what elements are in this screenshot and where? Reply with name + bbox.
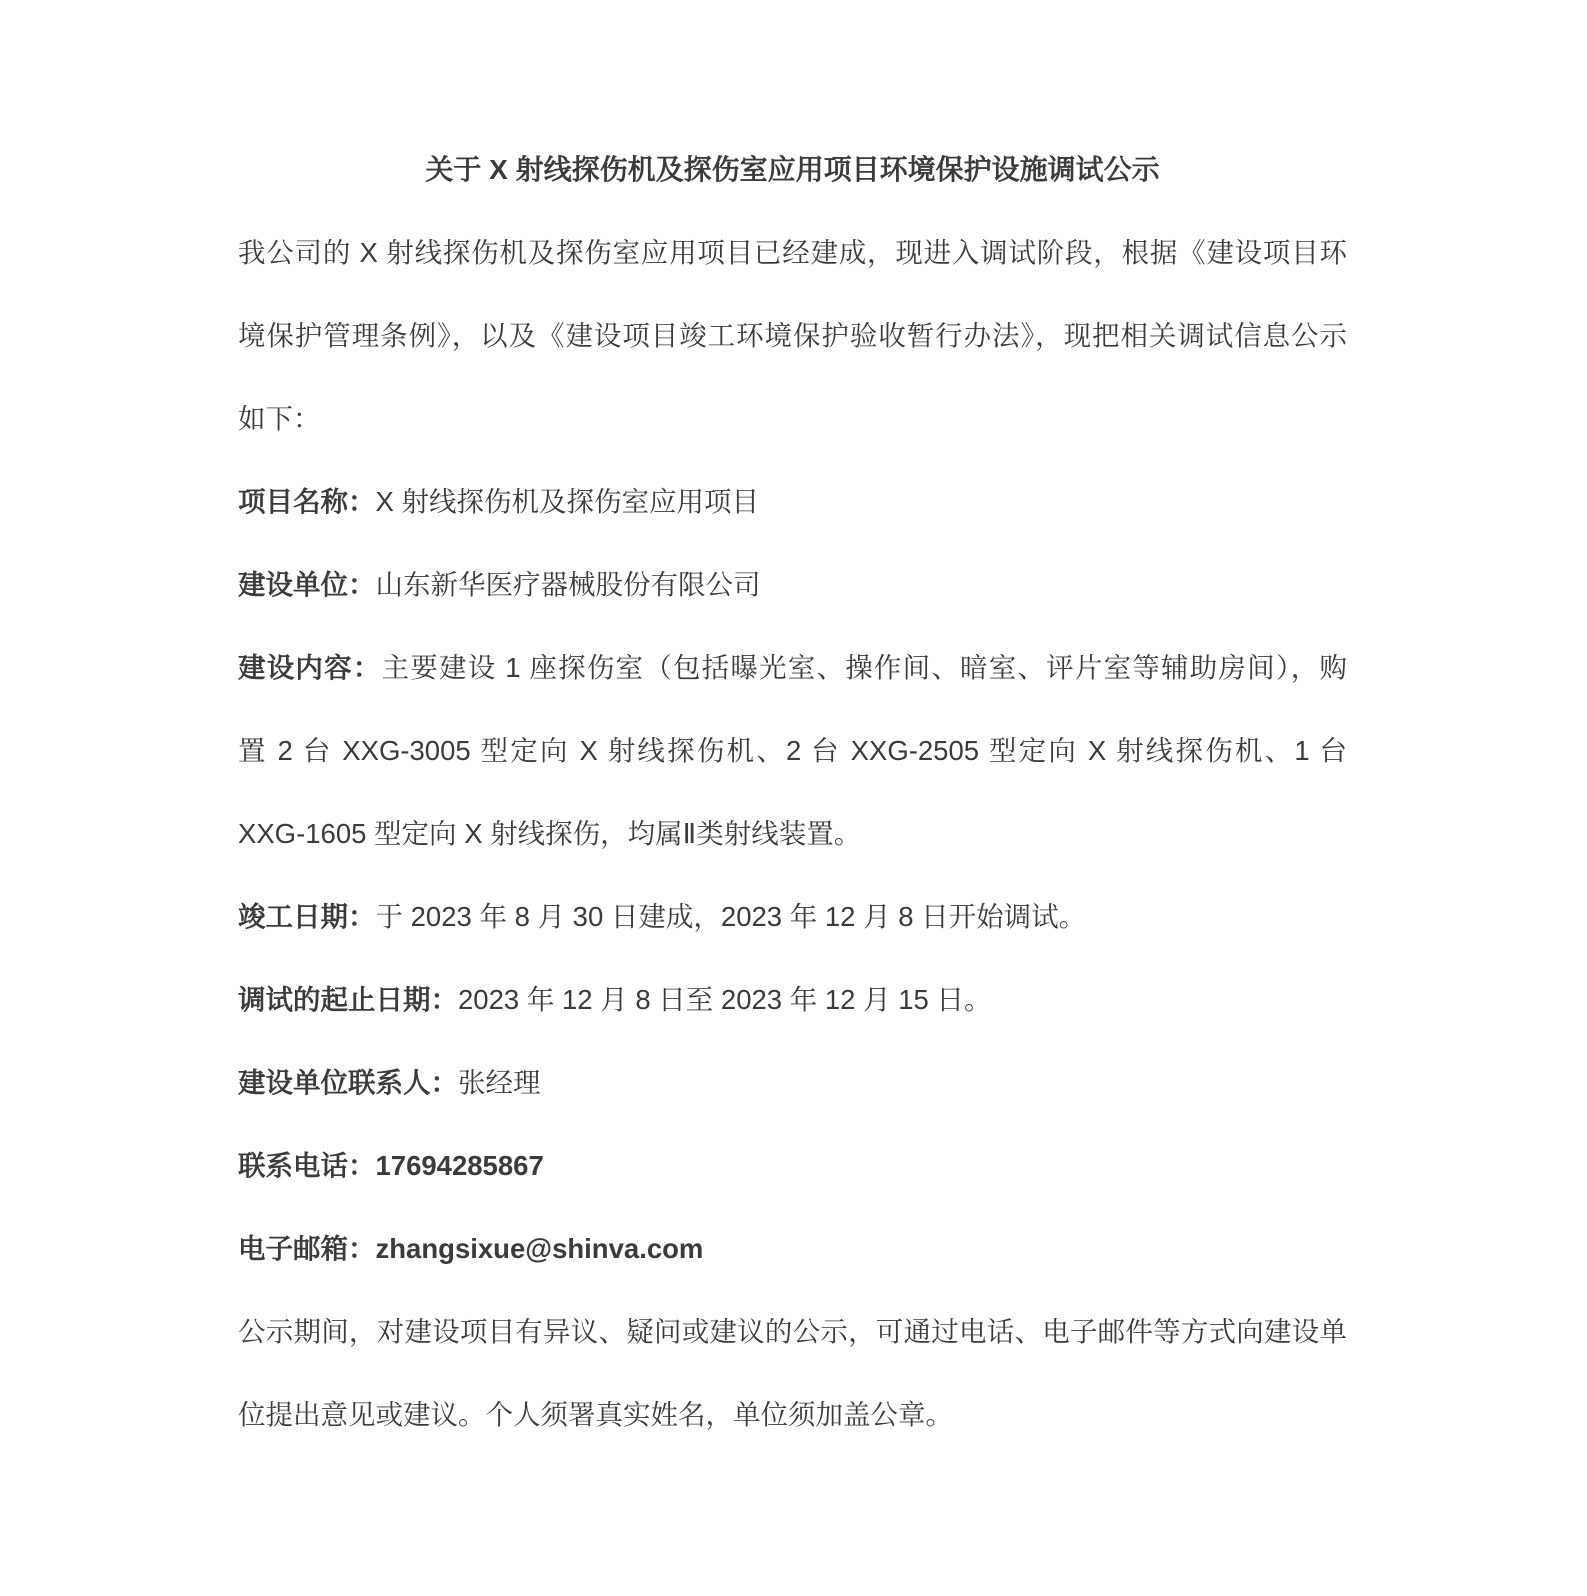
field-label: 电子邮箱：: [238, 1233, 376, 1264]
field-label: 调试的起止日期：: [238, 984, 458, 1015]
document-line: [238, 460, 1347, 543]
field-label: 建设单位：: [238, 569, 376, 600]
field-value: 主要建设 1 座探伤室（包括曝光室、操作间、暗室、评片室等辅助房间），购: [381, 652, 1348, 683]
field-value: 山东新华医疗器械股份有限公司: [375, 569, 761, 600]
document-line: [238, 709, 1347, 792]
document-line: [238, 958, 1347, 1041]
document-line: [238, 792, 1347, 875]
document-line: [238, 294, 1347, 377]
field-value: 张经理: [458, 1067, 541, 1098]
paragraph-text: 如下：: [238, 403, 321, 434]
field-value: zhangsixue@shinva.com: [375, 1233, 704, 1264]
document-line: [238, 211, 1347, 294]
document-line: [238, 1041, 1347, 1124]
field-label: 竣工日期：: [238, 901, 376, 932]
document-line: [238, 1290, 1347, 1373]
document-title: 关于 X 射线探伤机及探伤室应用项目环境保护设施调试公示: [425, 154, 1160, 185]
paragraph-text: 公示期间，对建设项目有异议、疑问或建议的公示，可通过电话、电子邮件等方式向建设单: [238, 1316, 1347, 1347]
field-value: X 射线探伤机及探伤室应用项目: [375, 486, 759, 517]
document-line: [238, 1124, 1347, 1207]
field-label: 项目名称：: [238, 486, 376, 517]
document-line: [238, 543, 1347, 626]
document-line: [238, 377, 1347, 460]
paragraph-text: XXG-1605 型定向 X 射线探伤，均属Ⅱ类射线装置。: [238, 818, 862, 849]
paragraph-text: 境保护管理条例》，以及《建设项目竣工环境保护验收暂行办法》，现把相关调试信息公示: [238, 320, 1347, 351]
document-line: [238, 626, 1347, 709]
paragraph-text: 位提出意见或建议。个人须署真实姓名，单位须加盖公章。: [238, 1399, 953, 1430]
field-value: 于 2023 年 8 月 30 日建成，2023 年 12 月 8 日开始调试。: [375, 901, 1087, 932]
field-label: 建设单位联系人：: [238, 1067, 458, 1098]
document-body: [238, 211, 1347, 1456]
document-line: [238, 875, 1347, 958]
field-label: 建设内容：: [238, 652, 382, 683]
field-value: 17694285867: [375, 1150, 544, 1181]
paragraph-text: 置 2 台 XXG-3005 型定向 X 射线探伤机、2 台 XXG-2505 型定向 X 射线探伤机、1 台: [238, 735, 1347, 766]
paragraph-text: 我公司的 X 射线探伤机及探伤室应用项目已经建成，现进入调试阶段，根据《建设项目环: [238, 237, 1347, 268]
document-line: [238, 1207, 1347, 1290]
field-label: 联系电话：: [238, 1150, 376, 1181]
field-value: 2023 年 12 月 8 日至 2023 年 12 月 15 日。: [458, 984, 992, 1015]
document-line: [238, 1373, 1347, 1456]
